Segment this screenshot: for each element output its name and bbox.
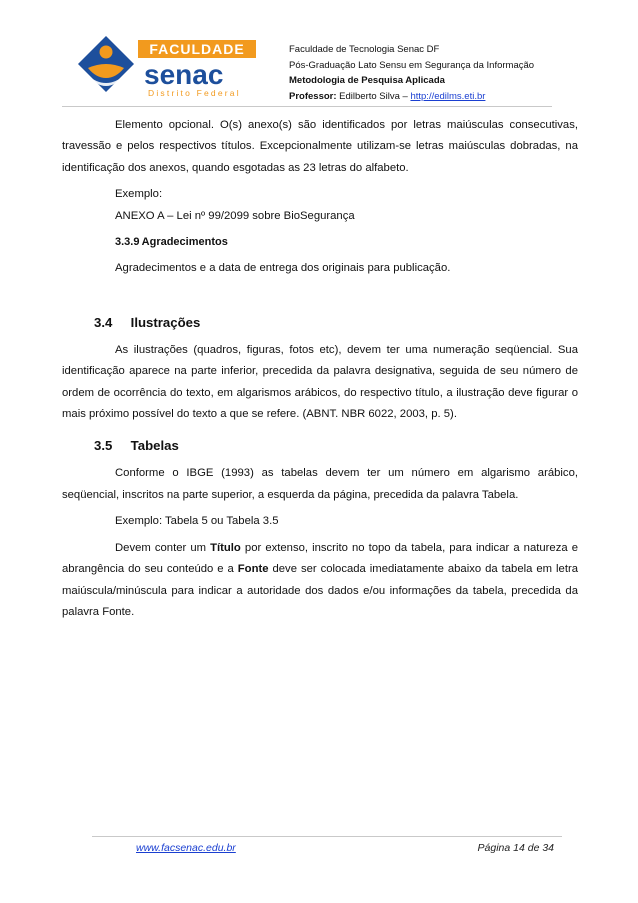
subsection-heading-agradecimentos — [115, 232, 578, 253]
paragraph-ibge: Conforme o IBGE (1993) as tabelas devem ter um número em algarismo arábico, seqüencial, inscritos na parte superior, a esquerda da página, precedida da palavra Tabela. — [62, 467, 578, 501]
section-number: 3.5 — [94, 438, 113, 454]
logo-emblem-head — [100, 46, 113, 59]
footer-website-link[interactable]: www.facsenac.edu.br — [136, 842, 236, 854]
header-info — [289, 42, 534, 104]
footer-website — [136, 842, 236, 854]
footer-divider — [92, 836, 562, 837]
page-content — [62, 115, 578, 623]
footer-page-number: Página 14 de 34 — [477, 842, 554, 854]
section-heading-ilustracoes — [94, 313, 578, 333]
paragraph-ilustracoes: As ilustrações (quadros, figuras, fotos etc), devem ter uma numeração seqüencial. Sua identificação aparece na parte inferior, precedida da palavra designativa, seguida de seu número de ordem de ocorrência do texto, em algarismos arábicos, do respectivo título, a ilustração deve figurar o mais próximo possível do texto a que se refere. (ABNT. NBR 6022, 2003, p. 5). — [62, 343, 578, 421]
senac-logo — [76, 34, 276, 102]
example-label: Exemplo: — [115, 188, 163, 201]
paragraph-annex-description: Elemento opcional. O(s) anexo(s) são identificados por letras maiúsculas consecutivas, travessão e pelos respectivos títulos. Excepcionalmente utilizam-se letras maiúsculas dobradas, na identificação dos anexos, quando esgotadas as 23 letras do alfabeto. — [62, 119, 578, 174]
paragraph-agradecimentos: Agradecimentos e a data de entrega dos originais para publicação. — [115, 262, 451, 275]
emphasis-titulo: Título — [210, 541, 241, 554]
example-value: ANEXO A – Lei nº 99/2099 sobre BioSegurança — [115, 209, 355, 222]
header-professor-label: Professor: — [289, 90, 337, 102]
paragraph-title-source: Devem conter um Título por extenso, inscrito no topo da tabela, para indicar a natureza e abrangência do seu conteúdo e a Fonte deve ser colocada imediatamente abaixo da tabela em letra maiúscula/minúscula para indicar a autoridade dos dados e/ou informações da tabela, precedida da palavra Fonte. — [62, 541, 578, 618]
section-number: 3.4 — [94, 314, 113, 330]
section-heading-tabelas — [94, 436, 578, 456]
header-professor-link[interactable]: http://edilms.eti.br — [410, 90, 486, 102]
header-program: Pós-Graduação Lato Sensu em Segurança da Informação — [289, 59, 535, 71]
emphasis-fonte: Fonte — [237, 563, 269, 576]
section-title: Ilustrações — [130, 314, 201, 330]
section-title: Tabelas — [130, 438, 179, 454]
header-professor — [289, 89, 534, 105]
header-professor-name: Edilberto Silva – — [339, 90, 408, 102]
header-institution: Faculdade de Tecnologia Senac DF — [289, 44, 440, 55]
subsection-number: 3.3.9 — [115, 236, 140, 249]
logo-word-senac: senac — [144, 59, 224, 90]
header-divider — [62, 106, 552, 107]
paragraph-table-example: Exemplo: Tabela 5 ou Tabela 3.5 — [115, 515, 279, 528]
logo-word-faculdade: FACULDADE — [149, 41, 245, 57]
logo-word-distrito: Distrito Federal — [148, 88, 241, 98]
subsection-title: Agradecimentos — [141, 236, 228, 249]
header-course: Metodologia de Pesquisa Aplicada — [289, 75, 445, 86]
